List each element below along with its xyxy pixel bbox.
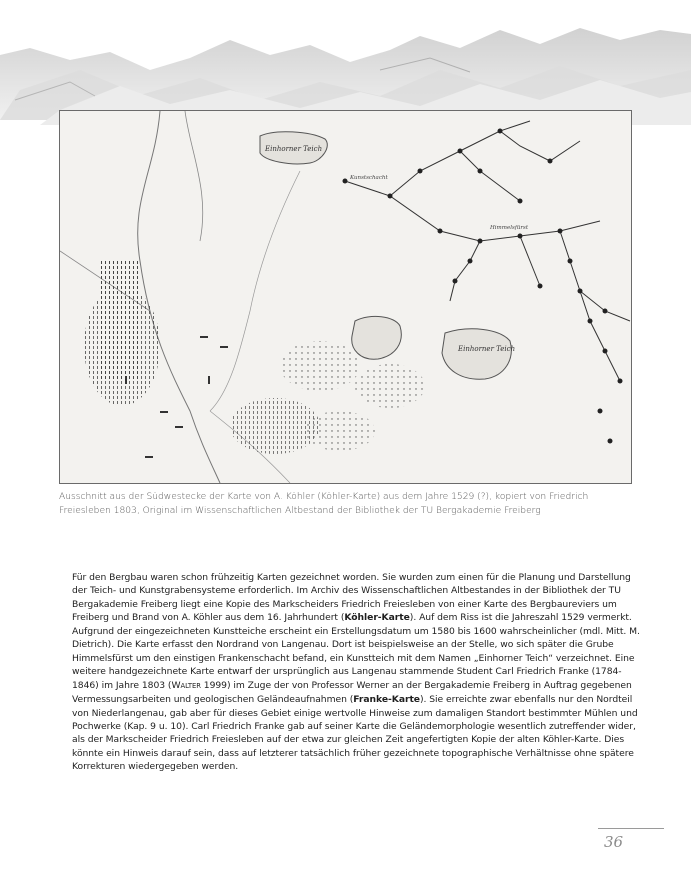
page-number-rule [598, 828, 664, 829]
page-number: 36 [604, 833, 624, 851]
small-caps-author: ALTER [180, 681, 201, 690]
svg-text:Himmelsfürst: Himmelsfürst [490, 225, 529, 231]
text-span: ). Auf dem Riss ist die Jahreszahl 1529 vermerkt. Aufgrund der eingezeichneten Kunstteiche erscheint ein Erstellungsdatum um 1580 bis 1600 wahrscheinlicher (mdl. Mitt. M. Dietrich). Die Karte erfasst den Nordrand von Langenau. Dort ist beispielsweise an der Stelle, wo sich später die Grube Himmelsfürst um den einstigen Frankenschacht befand, ein Kunstteich mit dem Namen „Einhorner Teich“ verzeichnet. Eine weitere handgezeichnete Karte entwarf der ursprünglich aus Langenau stammende Student Carl Friedrich Franke (1784-1846) im Jahre 1803 (W [72, 612, 640, 691]
text-span: Für den Bergbau waren schon frühzeitig Karten gezeichnet worden. Sie wurden zum einen für die Planung und Darstellung der Teich- und Kunstgrabensysteme erforderlich. Im Archiv des Wissenschaftlichen Altbestandes in der Bibliothek der TU Bergakademie Freiberg liegt eine Kopie des Markscheiders Friedrich Freiesleben von einer Karte des Bergbaureviers um Freiberg und Brand von A. Köhler aus dem 16. Jahrhundert ( [72, 572, 631, 624]
text-span: 1999) im Zuge der von Professor Werner an der Bergakademie Freiberg in Auftrag gegebenen Vermessungsarbeiten und geologischen Geländeaufnahmen ( [72, 679, 632, 706]
bold-term-franke: Franke-Karte [353, 694, 420, 706]
body-paragraph [72, 571, 644, 774]
figure-caption: Ausschnitt aus der Südwestecke der Karte von A. Köhler (Köhler-Karte) aus dem Jahre 1529 (?), kopiert von Friedrich Freiesleben 1803, Original im Wissenschaftlichen Altbestand der Bibliothek der TU Bergakademie Freiberg [59, 492, 589, 516]
map-drawing [60, 111, 631, 483]
pond-label-top: Einhorner Teich [265, 145, 323, 153]
text-span: ). Sie erreichte zwar ebenfalls nur den Nordteil von Niederlangenau, gab aber für dieses Gebiet einige wertvolle Hinweise zum damaligen Standort bestimmter Mühlen und Pochwerke (Kap. 9 u. 10). Carl Friedrich Franke gab auf seiner Karte die Geländemorphologie wesentlich zutreffender wider, als der Markscheider Friedrich Freiesleben auf der etwa zur gleichen Zeit angefertigten Kopie der alten Köhler-Karte. Dies könnte ein Hinweis darauf sein, dass auf letzterer tatsächlich früher gezeichnete topographische Verhältnisse ohne spätere Korrekturen wiedergegeben werden. [72, 694, 638, 773]
bold-term-koehler: Köhler-Karte [344, 612, 410, 624]
pond-label-lower: Einhorner Teich [458, 345, 516, 353]
svg-text:Kunstschacht: Kunstschacht [350, 175, 388, 181]
historic-map [59, 110, 632, 484]
pond-top [260, 132, 327, 164]
body-text [72, 571, 644, 774]
